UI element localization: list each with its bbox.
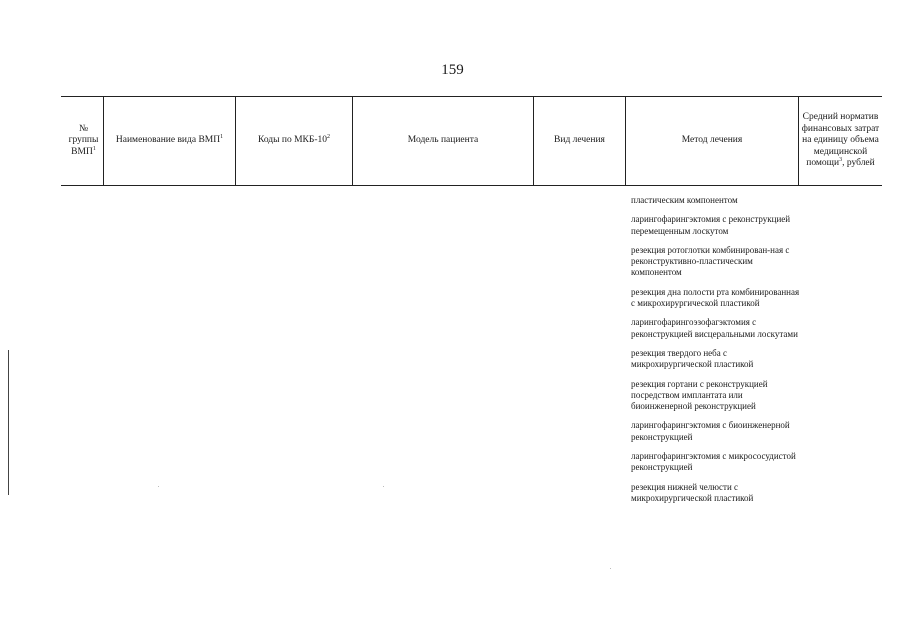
scan-speck <box>158 486 159 487</box>
list-item: резекция гортани с реконструкцией посредством имплантата или биоинженерной реконструкцией <box>631 378 768 412</box>
scan-speck <box>383 486 384 487</box>
list-item: резекция ротоглотки комбинирован-ная с реконструктивно-пластическим компонентом <box>631 244 790 278</box>
list-item: резекция твердого неба с микрохирургической пластикой <box>631 347 754 370</box>
list-item: ларингофарингэктомия с биоинженерной реконструкцией <box>631 420 790 442</box>
header-treatment-type: Вид лечения <box>554 135 605 146</box>
header-patient-model: Модель пациента <box>407 135 479 146</box>
header-group-number: № группы ВМП$^1$ <box>68 123 99 157</box>
header-icd-codes: Коды по МКБ-$10^2$ <box>257 134 331 146</box>
header-vmp-name: Наименование вида ВМП$^1$ <box>115 134 224 146</box>
scan-artifact-line <box>8 350 9 495</box>
list-item: ларингофарингоэзофагэктомия с реконструкцией висцеральными лоскутами <box>631 317 798 339</box>
header-average-cost: Средний норматив финансовых затрат на единицу объема медицинской помощи$^3$, рублей <box>801 112 880 169</box>
treatment-methods-list <box>628 195 800 512</box>
list-item: ларингофарингэктомия с реконструкцией перемещенным лоскутом <box>631 214 791 236</box>
scan-speck <box>610 568 611 569</box>
header-treatment-method: Метод лечения <box>681 135 743 146</box>
list-item: резекция нижней челюсти с микрохирургической пластикой <box>631 481 754 503</box>
list-item: ларингофарингэктомия с микрососудистой реконструкцией <box>631 451 796 473</box>
list-item: резекция дна полости рта комбинированная с микрохирургической пластикой <box>631 286 800 309</box>
list-item: пластическим компонентом <box>631 195 738 205</box>
table-header <box>61 96 882 186</box>
page-number: 159 <box>441 62 464 78</box>
